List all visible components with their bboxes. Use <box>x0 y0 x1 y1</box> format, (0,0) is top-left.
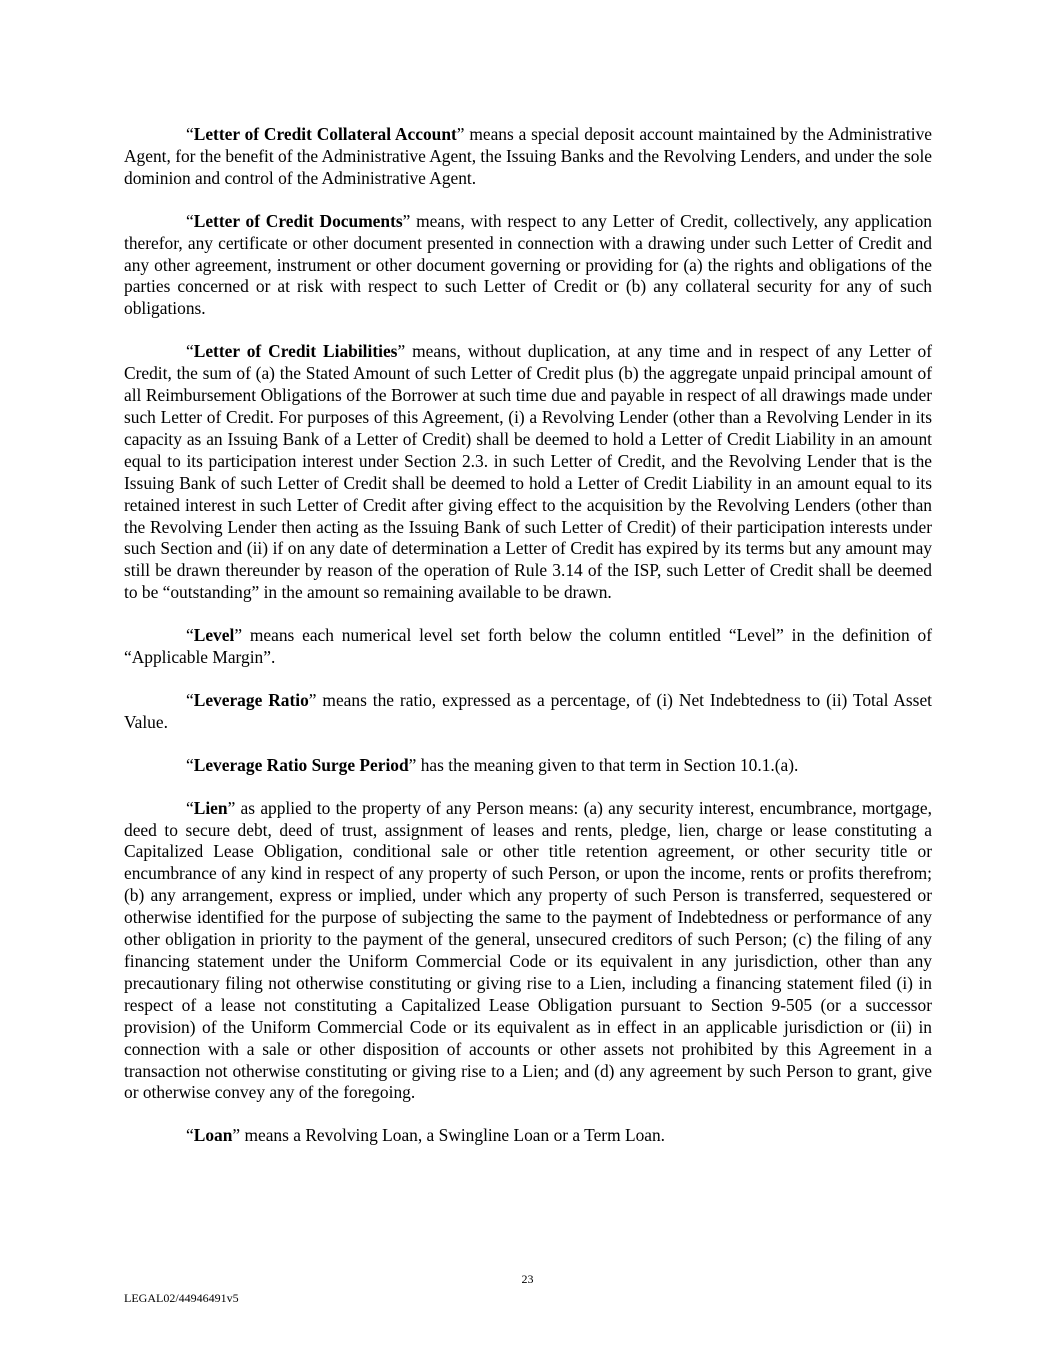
definition-text: ” means each numerical level set forth below the column entitled “Level” in the definition of “Applicable Margin”. <box>124 625 932 668</box>
definition-text: ” as applied to the property of any Person means: (a) any security interest, encumbrance, mortgage, deed to secure debt, deed of trust, assignment of leases and rents, pledge, lien, charge or lease constituting a Capitalized Lease Obligation, conditional sale or other title retention agreement, or other security title or encumbrance of any kind in respect of any property of such Person, or upon the income, rents or profits therefrom; (b) any arrangement, express or implied, under which any property of such Person is transferred, sequestered or otherwise identified for the purpose of subjecting the same to the payment of Indebtedness or performance of any other obligation in priority to the payment of the general, unsecured creditors of such Person; (c) the filing of any financing statement under the Uniform Commercial Code or its equivalent in any jurisdiction, other than any precautionary filing not otherwise constituting or giving rise to a Lien, including a financing statement filed (i) in respect of a lease not constituting a Capitalized Lease Obligation pursuant to Section 9-505 (or a successor provision) of the Uniform Commercial Code or its equivalent as in effect in an applicable jurisdiction or (ii) in connection with a sale or other disposition of accounts or other assets not prohibited by this Agreement in a transaction not otherwise constituting or giving rise to a Lien; and (d) any agreement by such Person to grant, give or otherwise convey any of the foregoing. <box>124 797 932 1103</box>
document-id: LEGAL02/44946491v5 <box>124 1291 239 1305</box>
defined-term: Letter of Credit Documents <box>193 210 403 231</box>
defined-term: Level <box>193 625 235 646</box>
definition-letter-of-credit-liabilities <box>124 341 932 604</box>
definition-loan <box>124 1125 932 1147</box>
defined-term: Leverage Ratio <box>193 689 309 710</box>
defined-term: Lien <box>193 797 228 818</box>
open-quote: “ <box>186 754 194 775</box>
definition-letter-of-credit-collateral-account <box>124 124 932 190</box>
defined-term: Leverage Ratio Surge Period <box>193 754 409 775</box>
defined-term: Loan <box>193 1125 233 1146</box>
definition-text: ” has the meaning given to that term in Section 10.1.(a). <box>408 754 799 775</box>
open-quote: “ <box>186 124 194 144</box>
definition-lien <box>124 798 932 1105</box>
definition-text: ” means, with respect to any Letter of Credit, collectively, any application therefor, any certificate or other document presented in connection with a drawing under such Letter of Credit and any other agreement, instrument or other document governing or providing for (a) the rights and obligations of the parties concerned or at risk with respect to such Letter of Credit or (b) any collateral security for any of such obligations. <box>124 210 932 319</box>
definition-text: ” means the ratio, expressed as a percentage, of (i) Net Indebtedness to (ii) Total Asset Value. <box>124 689 933 732</box>
defined-term: Letter of Credit Collateral Account <box>193 124 457 144</box>
definition-letter-of-credit-documents <box>124 211 932 321</box>
definition-leverage-ratio <box>124 690 932 734</box>
open-quote: “ <box>186 797 194 818</box>
open-quote: “ <box>186 341 194 362</box>
definition-leverage-ratio-surge-period <box>124 755 932 777</box>
definition-text: ” means a Revolving Loan, a Swingline Loan or a Term Loan. <box>232 1125 666 1146</box>
document-page <box>124 124 932 1168</box>
open-quote: “ <box>186 689 194 710</box>
open-quote: “ <box>186 210 194 231</box>
open-quote: “ <box>186 625 194 646</box>
definition-text: ” means a special deposit account maintained by the Administrative Agent, for the benefit of the Administrative Agent, the Issuing Banks and the Revolving Lenders, and under the sole dominion and control of the Administrative Agent. <box>124 124 933 188</box>
definition-text: ” means, without duplication, at any time and in respect of any Letter of Credit, the sum of (a) the Stated Amount of such Letter of Credit plus (b) the aggregate unpaid principal amount of all Reimbursement Obligations of the Borrower at such time due and payable in respect of all drawings made under such Letter of Credit. For purposes of this Agreement, (i) a Revolving Lender (other than a Revolving Lender in its capacity as an Issuing Bank of a Letter of Credit) shall be deemed to hold a Letter of Credit Liability in an amount equal to its participation interest under Section 2.3. in such Letter of Credit, and the Revolving Lender that is the Issuing Bank of such Letter of Credit shall be deemed to hold a Letter of Credit Liability in an amount equal to its retained interest in such Letter of Credit after giving effect to the acquisition by the Revolving Lenders (other than the Revolving Lender then acting as the Issuing Bank of such Letter of Credit) of their participation interests under such Section and (ii) if on any date of determination a Letter of Credit has expired by its terms but any amount may still be drawn thereunder by reason of the operation of Rule 3.14 of the ISP, such Letter of Credit shall be deemed to be “outstanding” in the amount so remaining available to be drawn. <box>124 341 933 603</box>
open-quote: “ <box>186 1125 194 1146</box>
defined-term: Letter of Credit Liabilities <box>193 341 398 362</box>
page-number: 23 <box>521 1272 534 1286</box>
definition-level <box>124 625 932 669</box>
